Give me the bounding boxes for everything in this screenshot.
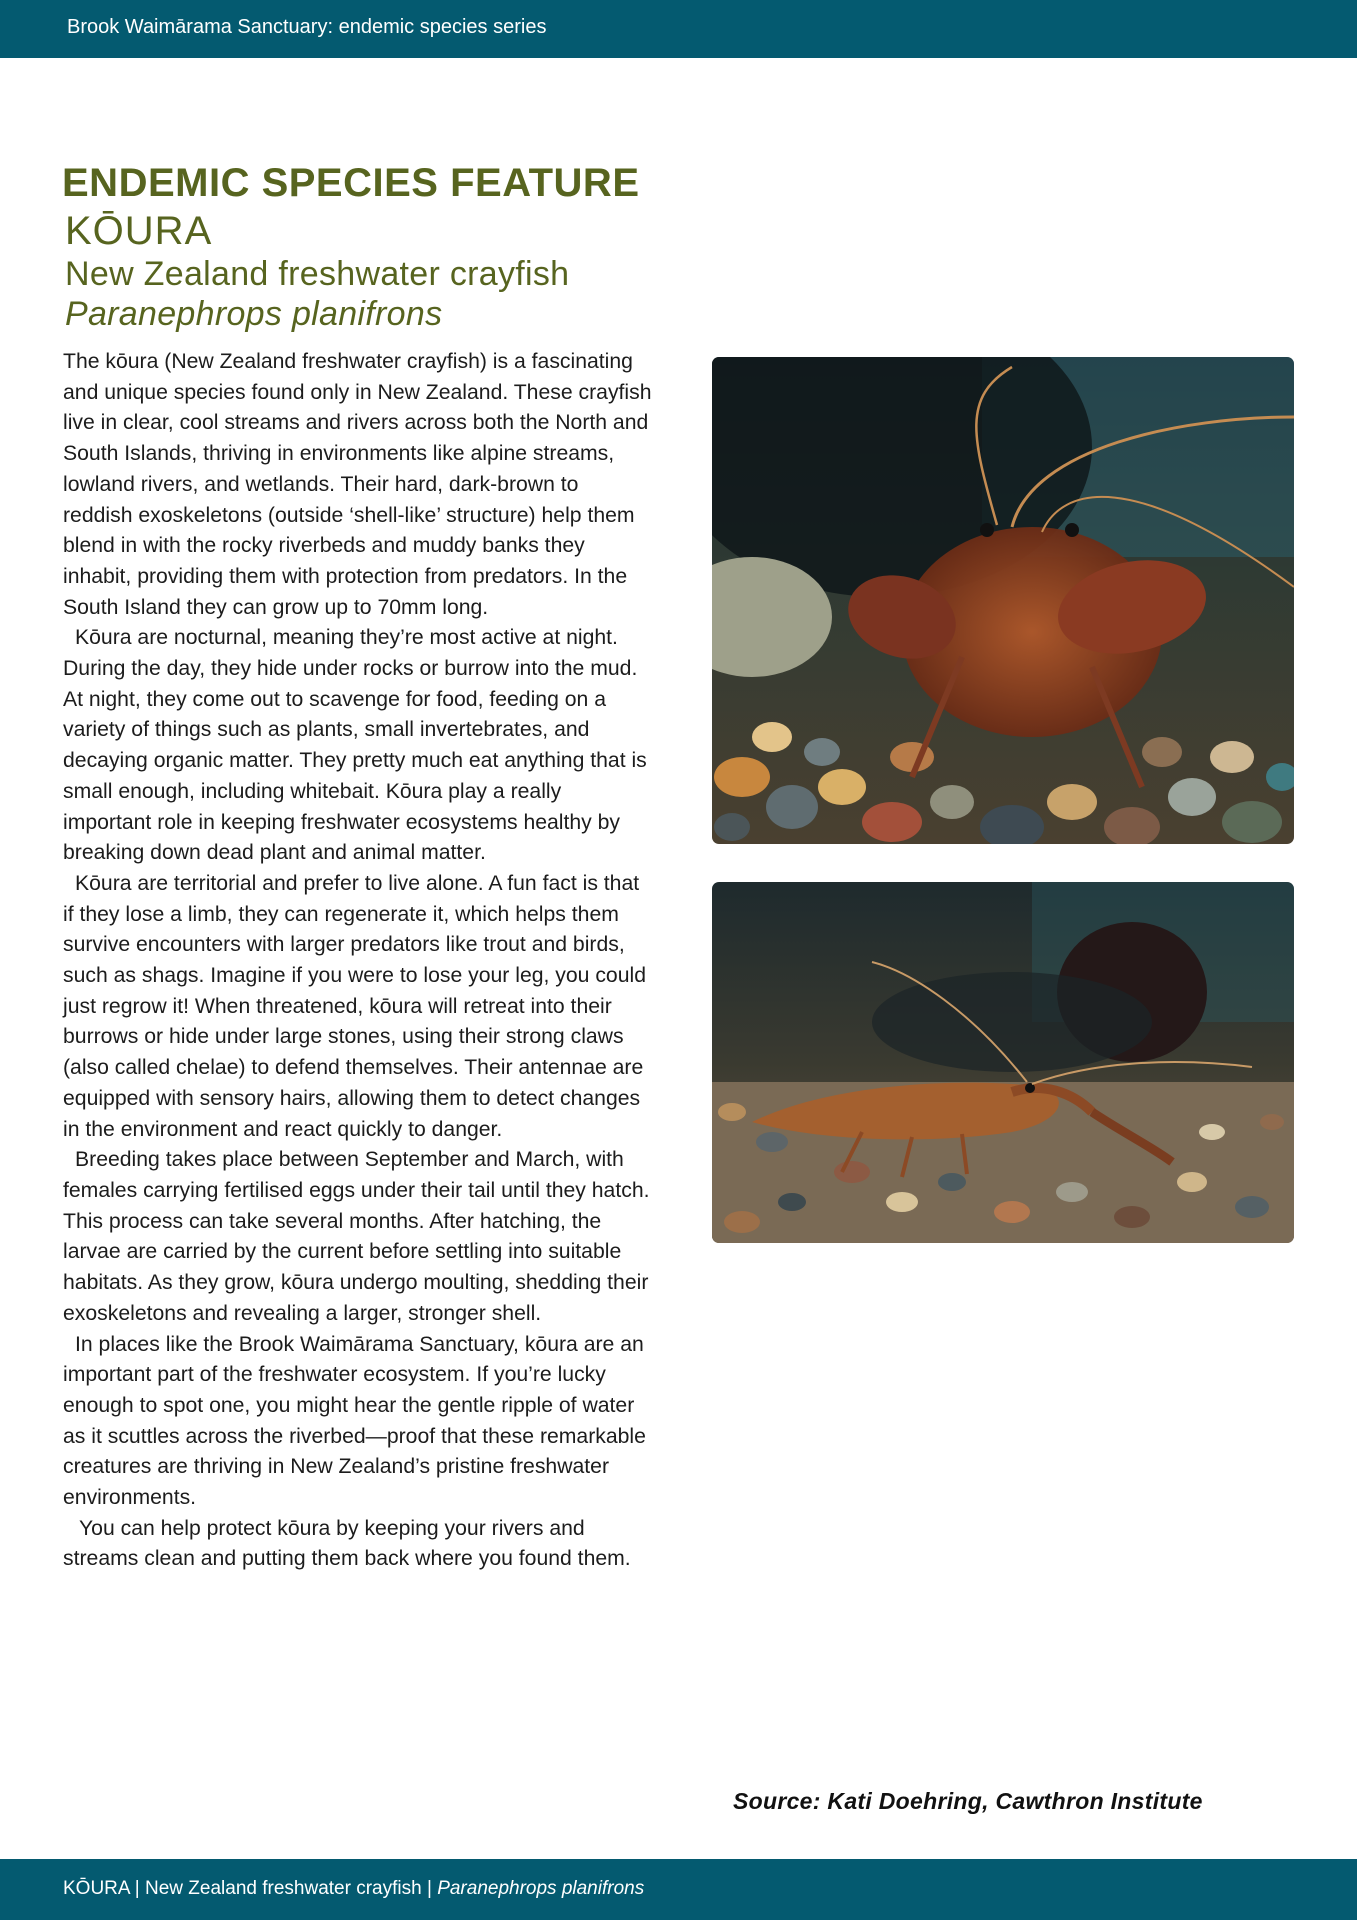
footer-bar	[0, 1859, 1357, 1920]
paragraph-sanctuary: In places like the Brook Waimārama Sanctuary, kōura are an important part of the freshwater ecosystem. If you’re lucky enough to spot one, you might hear the gentle ripple of water as it scuttles across the riverbed—proof that these remarkable creatures are thriving in New Zealand’s pristine freshwater environments.	[63, 1332, 646, 1510]
series-title: Brook Waimārama Sanctuary: endemic species series	[67, 16, 547, 38]
footer-scientific-name: Paranephrops planifrons	[437, 1878, 645, 1899]
crayfish-photo-front	[712, 357, 1294, 844]
paragraph-nocturnal: Kōura are nocturnal, meaning they’re most active at night. During the day, they hide under rocks or burrow into the mud. At night, they come out to scavenge for food, feeding on a variety of things such as plants, small invertebrates, and decaying organic matter. They pretty much eat anything that is small enough, including whitebait. Kōura play a really important role in keeping freshwater ecosystems healthy by breaking down dead plant and animal matter.	[63, 626, 647, 865]
photo-caption: Source: Kati Doehring, Cawthron Institute	[733, 1788, 1203, 1814]
species-name-upper: KŌURA	[65, 209, 213, 253]
footer-name-part: KŌURA | New Zealand freshwater crayfish |	[63, 1878, 438, 1899]
species-common-name: New Zealand freshwater crayfish	[65, 255, 570, 293]
footer-text	[63, 1878, 644, 1900]
paragraph-territorial: Kōura are territorial and prefer to live alone. A fun fact is that if they lose a limb, they can regenerate it, which helps them survive encounters with larger predators like trout and birds, such as shags. Imagine if you were to lose your leg, you could just regrow it! When threatened, kōura will retreat into their burrows or hide under large stones, using their strong claws (also called chelae) to defend themselves. Their antennae are equipped with sensory hairs, allowing them to detect changes in the environment and react quickly to danger.	[63, 871, 646, 1141]
paragraph-breeding: Breeding takes place between September and March, with females carrying fertilised eggs under their tail until they hatch. This process can take several months. After hatching, the larvae are carried by the current before settling into suitable habitats. As they grow, kōura undergo moulting, shedding their exoskeletons and revealing a larger, stronger shell.	[63, 1148, 650, 1325]
species-scientific-name: Paranephrops planifrons	[65, 295, 443, 333]
paragraph-intro: The kōura (New Zealand freshwater crayfish) is a fascinating and unique species found only in New Zealand. These crayfish live in clear, cool streams and rivers across both the North and South Islands, thriving in environments like alpine streams, lowland rivers, and wetlands. Their hard, dark-brown to reddish exoskeletons (outside ‘shell-like’ structure) help them blend in with the rocky riverbeds and muddy banks they inhabit, providing them with protection from predators. In the South Island they can grow up to 70mm long.	[63, 350, 652, 619]
paragraph-protect: You can help protect kōura by keeping your rivers and streams clean and putting them back where you found them.	[63, 1516, 631, 1571]
header-bar	[0, 0, 1357, 58]
heading-block	[62, 158, 682, 334]
feature-kicker: ENDEMIC SPECIES FEATURE	[62, 161, 640, 205]
crayfish-photo-side	[712, 882, 1294, 1243]
article-body	[63, 347, 653, 1575]
